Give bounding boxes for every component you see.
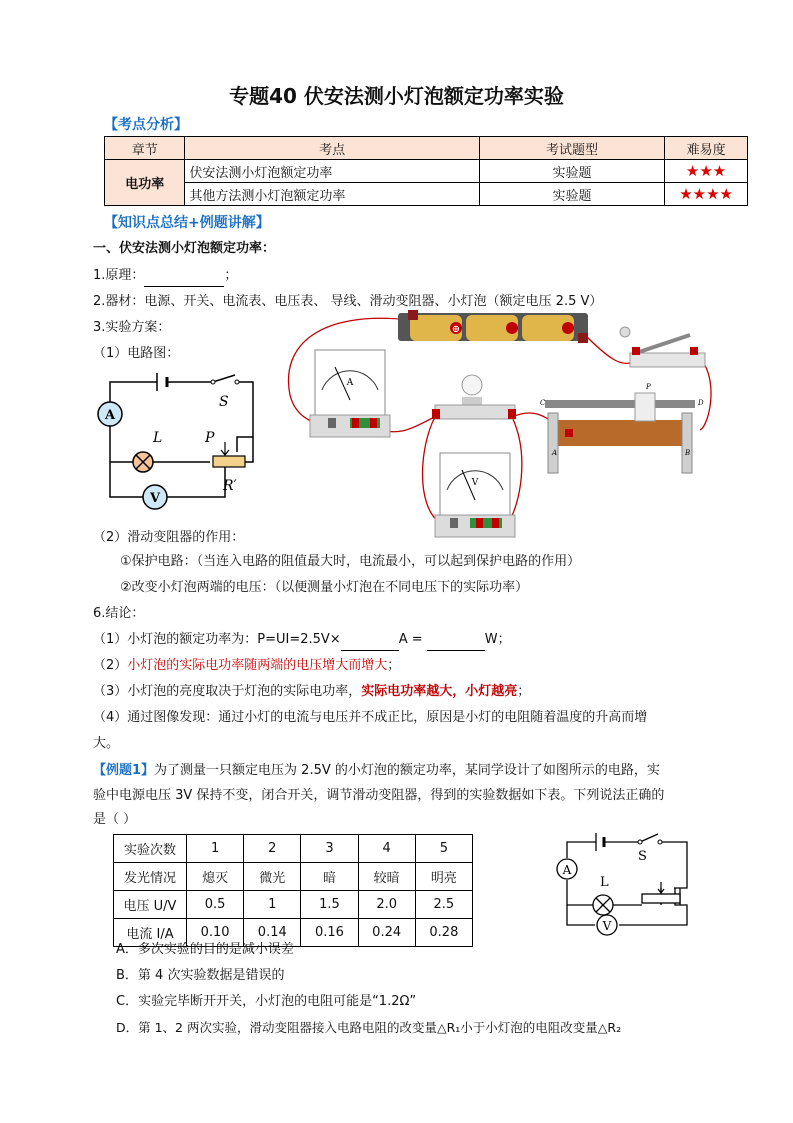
conclusion-2	[93, 656, 400, 676]
example-line-2: 验中电源电压 3V 保持不变，闭合开关，调节滑动变阻器，得到的实验数据如下表。下列说法正确的	[93, 788, 665, 803]
header-cell: 实验次数	[114, 835, 187, 863]
conclusion-3-highlight: 实际电功率越大，小灯越亮	[361, 684, 518, 699]
point-cell: 伏安法测小灯泡额定功率	[185, 160, 479, 183]
header-cell: 4	[358, 835, 415, 863]
table-cell: 0.10	[187, 919, 244, 947]
table-cell: 发光情况	[114, 863, 187, 891]
data-table-header	[114, 835, 473, 863]
table-cell: 0.14	[244, 919, 301, 947]
conclusion-label: 6.结论：	[93, 606, 145, 621]
example-ammeter-label: A	[562, 863, 572, 877]
example-circuit-diagram	[550, 830, 700, 940]
table-cell: 电流 I/A	[114, 919, 187, 947]
table-cell: 0.16	[301, 919, 358, 947]
conclusion-3-end: ；	[517, 684, 531, 699]
current-blank[interactable]	[341, 630, 399, 651]
table-row	[114, 863, 473, 891]
example-switch-label: S	[638, 849, 647, 864]
table-cell: 2.0	[358, 891, 415, 919]
conclusion-1	[93, 630, 511, 651]
section-knowledge-heading: 【知识点总结+例题讲解】	[104, 215, 270, 231]
header-cell: 5	[415, 835, 472, 863]
plus-terminal: ⊕	[451, 324, 461, 335]
header-cell: 3	[301, 835, 358, 863]
option-d[interactable]: D．第 1、2 两次实验，滑动变阻器接入电路电阻的改变量△R₁小于小灯泡的电阻改变量△R₂	[116, 1020, 622, 1035]
example-voltmeter-label: V	[602, 919, 612, 933]
header-cell: 考试题型	[479, 137, 664, 160]
option-c[interactable]: C．实验完毕断开开关，小灯泡的电阻可能是“1.2Ω”	[116, 994, 417, 1009]
data-table	[113, 834, 473, 947]
difficulty-stars: ★★★★	[665, 183, 748, 206]
conclusion-3-text: （3）小灯泡的亮度取决于灯泡的实际电功率，	[93, 684, 362, 699]
equipment-line: 2.器材：电源、开关、电流表、电压表、 导线、滑动变阻器、小灯泡（额定电压 2.5 V）	[93, 294, 603, 309]
difficulty-stars: ★★★	[665, 160, 748, 183]
conclusion-4b: 大。	[93, 736, 120, 751]
section-analysis-heading: 【考点分析】	[104, 117, 188, 133]
ammeter-face-label: A	[346, 378, 354, 388]
table-cell: 熄灭	[187, 863, 244, 891]
knowledge-table-header	[105, 137, 748, 160]
conclusion-2-num: （2）	[93, 658, 128, 673]
knowledge-table	[104, 136, 748, 206]
battery-pack	[398, 310, 588, 343]
lamp-device	[432, 375, 516, 419]
table-cell: 0.24	[358, 919, 415, 947]
table-cell: 微光	[244, 863, 301, 891]
table-cell: 电压 U/V	[114, 891, 187, 919]
table-cell: 1	[244, 891, 301, 919]
principle-end: ；	[224, 268, 238, 283]
point-cell: 其他方法测小灯泡额定功率	[185, 183, 479, 206]
conclusion-3	[93, 682, 530, 702]
circuit-diagram-label: （1）电路图：	[93, 346, 180, 361]
rheostat-a-label: A	[552, 449, 558, 457]
plan-line: 3.实验方案：	[93, 320, 171, 335]
example-tag: 【例题1】	[93, 763, 155, 778]
conclusion-1-end: W；	[484, 632, 511, 647]
apparatus-illustration	[280, 305, 720, 545]
rheostat-role-2: ②改变小灯泡两端的电压：（以便测量小灯泡在不同电压下的实际功率）	[120, 580, 529, 595]
table-cell: 0.5	[187, 891, 244, 919]
voltmeter-label: V	[149, 491, 161, 506]
voltmeter-face-label: V	[471, 478, 479, 488]
example-line-1	[93, 761, 660, 781]
principle-label: 1.原理：	[93, 268, 145, 283]
circuit-diagram	[95, 372, 265, 512]
conclusion-2-end: ；	[387, 658, 401, 673]
principle-line	[93, 266, 237, 287]
sliding-rheostat-device	[540, 383, 704, 473]
rheostat-p-label: P	[646, 383, 651, 391]
table-row	[114, 891, 473, 919]
rheostat-label: R′	[223, 478, 237, 494]
page-title: 专题40 伏安法测小灯泡额定功率实验	[229, 84, 564, 108]
header-cell: 难易度	[665, 137, 748, 160]
table-cell: 2.5	[415, 891, 472, 919]
conclusion-4a: （4）通过图像发现：通过小灯的电流与电压并不成正比，原因是小灯的电阻随着温度的升高而增	[93, 710, 648, 725]
table-row	[105, 160, 748, 183]
type-cell: 实验题	[479, 183, 664, 206]
option-a[interactable]: A．多次实验的目的是减小误差	[116, 942, 294, 957]
table-row	[105, 183, 748, 206]
lamp-label: L	[153, 430, 163, 446]
example-lamp-label: L	[600, 875, 609, 890]
example-text-1: 为了测量一只额定电压为 2.5V 的小灯泡的额定功率，某同学设计了如图所示的电路，实	[154, 763, 660, 778]
power-blank[interactable]	[427, 630, 485, 651]
example-line-3: 是（ ）	[93, 812, 137, 827]
rheostat-role-label: （2）滑动变阻器的作用：	[93, 530, 245, 545]
slider-label: P	[205, 430, 215, 446]
principle-blank[interactable]	[144, 266, 224, 287]
rheostat-role-1: ①保护电路：（当连入电路的阻值最大时，电流最小，可以起到保护电路的作用）	[120, 554, 581, 569]
table-cell: 明亮	[415, 863, 472, 891]
ammeter-label: A	[104, 408, 116, 423]
header-cell: 1	[187, 835, 244, 863]
table-cell: 较暗	[358, 863, 415, 891]
table-cell: 1.5	[301, 891, 358, 919]
option-b[interactable]: B．第 4 次实验数据是错误的	[116, 968, 285, 983]
conclusion-1-unit: A =	[398, 632, 423, 647]
rheostat-b-label: B	[685, 449, 691, 457]
conclusion-2-highlight: 小灯泡的实际电功率随两端的电压增大而增大	[127, 658, 388, 673]
conclusion-1-text: （1）小灯泡的额定功率为：P=UI=2.5V×	[93, 632, 341, 647]
table-cell: 0.28	[415, 919, 472, 947]
voltmeter-device	[435, 453, 515, 537]
chapter-cell: 电功率	[105, 160, 185, 206]
switch-label: S	[219, 394, 229, 410]
table-cell: 暗	[301, 863, 358, 891]
header-cell: 章节	[105, 137, 185, 160]
type-cell: 实验题	[479, 160, 664, 183]
header-cell: 考点	[185, 137, 479, 160]
rheostat-symbol	[213, 456, 245, 467]
ammeter-device	[310, 350, 390, 437]
part1-heading: 一、伏安法测小灯泡额定功率：	[93, 241, 276, 256]
rheostat-d-label: D	[698, 399, 704, 407]
header-cell: 2	[244, 835, 301, 863]
knife-switch	[620, 327, 705, 367]
rheostat-c-label: C	[540, 399, 546, 407]
